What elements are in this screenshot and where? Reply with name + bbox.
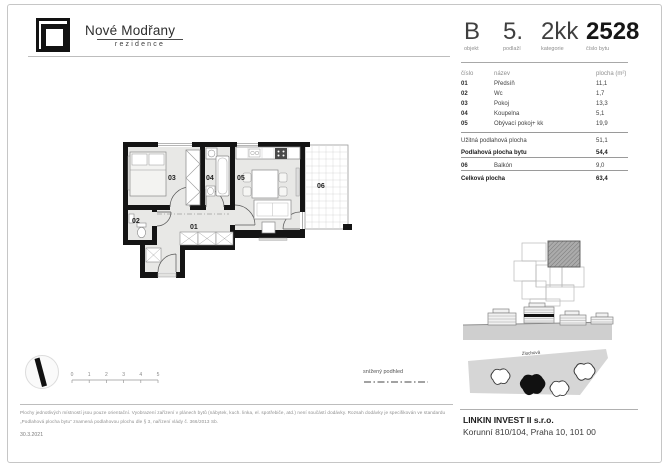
brand-logo-inner-square [41,24,68,51]
street-map [468,349,608,396]
usable-area-row [461,132,628,145]
rooms-table [461,66,628,183]
wardrobe [186,150,200,205]
row-num: 06 [461,163,468,169]
row-name: Wc [494,91,503,97]
row-area: 9,0 [596,163,605,169]
footer-divider-left [20,404,453,405]
room-label-02: 02 [132,218,140,225]
table-row [461,78,628,88]
row-area: 5,1 [596,111,605,117]
buildings-elevation [463,303,613,340]
developer-address: Korunní 810/104, Praha 10, 101 00 [463,427,596,437]
scale-tick-2: 2 [105,372,108,378]
row-name: Předsíň [494,81,515,87]
col-header-num: číslo [461,71,474,77]
brand-logo-icon [36,18,70,52]
row-num: 01 [461,81,468,87]
unit-number-label: číslo bytu [586,46,610,52]
brand-subtitle: rezidence [97,39,183,48]
col-header-area: plocha (m²) [596,71,627,77]
table-row [461,88,628,98]
table-row [461,118,628,128]
brand-title: Nové Modřany [85,23,176,38]
scale-tick-5: 5 [156,372,160,378]
row-name: Balkón [494,163,513,169]
dining-table [252,170,278,198]
total-area-label: Celková plocha [461,176,506,182]
row-name: Koupelna [494,111,520,117]
balcony [305,145,352,230]
unit-number-value: 2528 [586,18,640,45]
unit-podlazi-value: 5. [503,18,524,45]
unit-objekt-value: B [464,18,481,45]
disclaimer-line2: „Podlahová plocha bytu“ znamená podlahovou plochu dle § 3, nařízení vlády č. 366/2013 Sb. [20,419,219,424]
scale-tick-0: 0 [70,372,74,378]
row-area: 13,3 [596,101,608,107]
header-divider-right [461,62,628,63]
scale-bar [71,372,160,383]
row-num: 02 [461,91,468,97]
total-area-value: 63,4 [596,176,608,182]
floor-area-label: Podlahová plocha bytu [461,150,527,156]
legend-reduced-ceiling-label: snížený podhled [363,369,404,375]
room-label-04: 04 [206,175,214,182]
table-row [461,108,628,118]
room-label-01: 01 [190,224,198,231]
unit-header-cislo-bytu [586,19,639,52]
radiator [296,168,299,196]
unit-header-objekt [464,19,480,52]
balcony-row [461,157,628,170]
floor-area-value: 54,4 [596,150,608,156]
unit-header-kategorie [541,19,578,52]
kitchen-counter [236,147,300,159]
row-num: 05 [461,121,468,127]
footer-divider-right [460,409,638,410]
site-plan [460,225,665,405]
total-area-row [461,170,628,183]
stove [275,148,287,159]
scale-tick-1: 1 [87,372,91,378]
unit-kategorie-label: kategorie [541,46,564,52]
row-num: 04 [461,111,468,117]
street-label: Zlochová [521,349,541,356]
scale-tick-3: 3 [122,372,125,378]
room-label-05: 05 [237,175,245,182]
compass-and-scale [20,350,240,395]
row-area: 11,1 [596,81,608,87]
usable-area-label: Užitná podlahová plocha [461,138,527,144]
usable-area-value: 51,1 [596,138,608,144]
row-area: 1,7 [596,91,605,97]
row-num: 03 [461,101,468,107]
unit-podlazi-label: podlaží [503,46,521,52]
brand-block [85,23,183,48]
disclaimer-line1: Plochy jednotlivých místností jsou pouze orientační. Vyobrazení zařízení v plánech bytů (nábytek, kuch. linka, el. spotřebiče, atd.) není součástí dodávky. Rozsah dodávky je specifikován ve standardu [20,410,446,415]
developer-company: LINKIN INVEST II s.r.o. [463,415,554,425]
row-name: Obývací pokoj+ kk [494,121,544,127]
row-area: 19,9 [596,121,608,127]
washing-machine [206,148,217,159]
col-header-name: název [494,71,511,77]
unit-kategorie-value: 2kk [541,18,579,45]
date-label: 30.3.2021 [20,432,44,438]
rooms-table-header [461,66,628,78]
header-divider-left [28,56,450,57]
elevation-floor-highlight [524,314,554,317]
current-building-footprint [520,374,545,394]
unit-header-podlazi [503,19,523,52]
scale-tick-4: 4 [139,372,143,378]
key-plan-unit-highlight [548,241,580,267]
room-label-06: 06 [317,183,325,190]
coffee-table [262,222,275,233]
table-row [461,98,628,108]
floor-plan [116,126,360,336]
row-name: Pokoj [494,101,510,107]
floor-area-row [461,145,628,157]
room-label-03: 03 [168,175,176,182]
floor-key-plan [514,241,584,306]
unit-objekt-label: objekt [464,46,479,52]
legend-reduced-ceiling-line [363,380,429,384]
